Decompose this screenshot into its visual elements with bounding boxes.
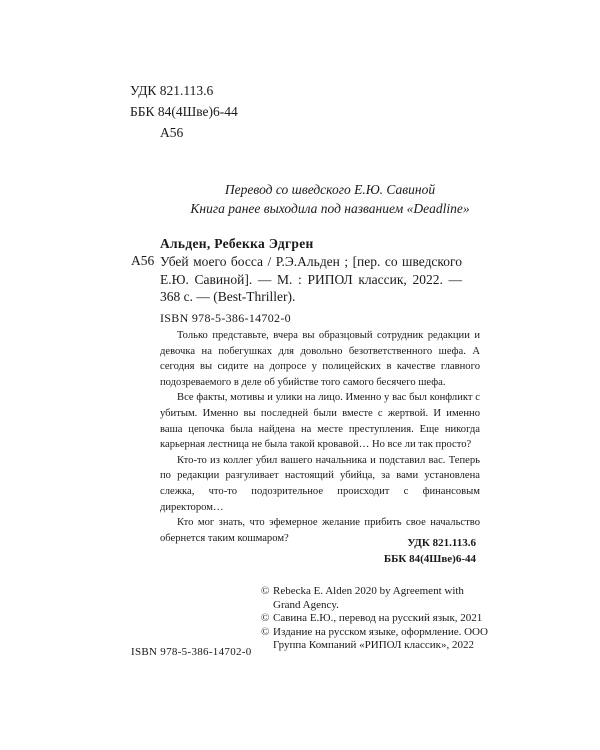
annotation-paragraph: Кто мог знать, что эфемерное желание прибить свое начальство обернется таким кошмаром? [160, 517, 480, 544]
copyright-icon: © [261, 585, 270, 597]
catalog-isbn: ISBN 978-5-386-14702-0 [160, 311, 291, 325]
top-classification-block [130, 80, 238, 143]
udk-code-bottom: УДК 821.113.6 [407, 537, 476, 549]
copyright-line [261, 612, 491, 626]
bbk-code: ББК 84(4Шве)6-44 [130, 104, 238, 119]
catalog-description: Убей моего босса / Р.Э.Альден ; [пер. со шведского Е.Ю. Савиной]. — М. : РИПОЛ классик, 2022. — 368 с. — (Best-Thriller). [160, 254, 462, 304]
udk-code: УДК 821.113.6 [130, 83, 214, 98]
copyright-icon: © [261, 625, 270, 638]
footer-isbn: ISBN 978-5-386-14702-0 [131, 646, 252, 658]
catalog-author: Альден, Ребекка Эдгрен [160, 236, 314, 251]
copyright-block [261, 585, 491, 653]
annotation-paragraph: Только представьте, вчера вы образцовый сотрудник редакции и девочка на побегушках для довольно безответственного шефа. А сегодня вы сидите на допросе у полицейских в качестве главного подозреваемого в деле об убийстве того самого бесячего шефа. [160, 330, 480, 388]
translation-credit: Перевод со шведского Е.Ю. Савиной [224, 182, 436, 197]
annotation [160, 328, 480, 546]
catalog-code: А56 [131, 253, 155, 268]
copyright-icon: © [261, 612, 270, 625]
copyright-text: Rebecka E. Alden 2020 by Agreement with Grand Agency. [273, 585, 464, 611]
copyright-text: Савина Е.Ю., перевод на русский язык, 2021 [273, 612, 483, 625]
annotation-paragraph: Кто-то из коллег убил вашего начальника и подставил вас. Теперь по редакции разгуливает настоящий убийца, за вами установлена слежка, что-то подозрительное происходит с финансовым директором… [160, 454, 480, 513]
bbk-code-bottom: ББК 84(4Шве)6-44 [383, 553, 476, 565]
author-sign-code: А56 [160, 125, 184, 140]
bottom-classification-block [384, 535, 476, 567]
previous-title-note: Книга ранее выходила под названием «Deadline» [190, 201, 470, 216]
annotation-paragraph: Все факты, мотивы и улики на лицо. Именно у вас был конфликт с убитым. Именно вы последней были вместе с жертвой. И именно ваша цепочка была найдена на месте преступления. Еще никогда карьерная лестница не была такой кровавой… Но все ли так просто? [160, 392, 480, 451]
copyright-line [261, 585, 491, 612]
translation-credits [0, 180, 600, 218]
copyright-line [261, 626, 491, 653]
copyright-text: Издание на русском языке, оформление. ООО Группа Компаний «РИПОЛ классик», 2022 [273, 625, 488, 652]
